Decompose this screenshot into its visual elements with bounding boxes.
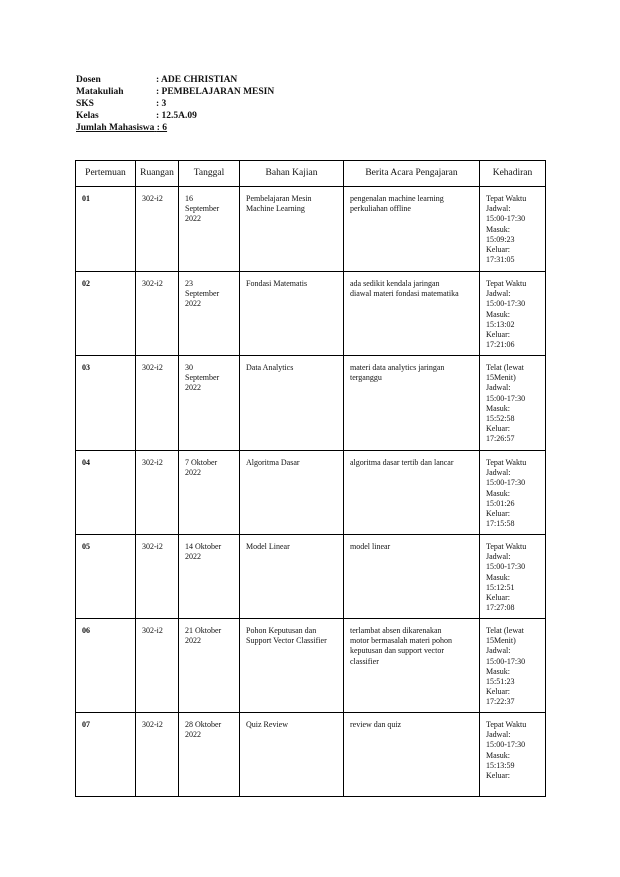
ruangan-cell: 302-i2 <box>136 187 179 272</box>
table-row <box>76 713 546 797</box>
kehadiran-line: Keluar: <box>486 687 510 697</box>
kehadiran-line: Tepat Waktu <box>486 720 527 729</box>
kehadiran-line: Tepat Waktu <box>486 458 527 467</box>
kehadiran-line: 15:52:58 <box>486 414 515 424</box>
tanggal-line: 2022 <box>185 299 201 309</box>
kehadiran-line: 17:26:57 <box>486 434 515 444</box>
kehadiran-line: 15:09:23 <box>486 234 515 244</box>
bahan-kajian-line: Quiz Review <box>246 720 288 729</box>
matakuliah-label: Matakuliah <box>76 87 124 97</box>
kehadiran-line: Jadwal: <box>486 646 511 656</box>
sks-row <box>76 98 476 110</box>
bahan-kajian-line: Fondasi Matematis <box>246 279 308 288</box>
kehadiran-line: Keluar: <box>486 330 510 340</box>
tanggal-cell <box>179 535 240 619</box>
kehadiran-line: 15:00-17:30 <box>486 478 526 488</box>
tanggal-line: 14 Oktober <box>185 542 222 551</box>
kehadiran-line: Masuk: <box>486 224 510 234</box>
attendance-table <box>75 160 546 797</box>
kehadiran-line: Jadwal: <box>486 204 511 214</box>
kehadiran-line: Masuk: <box>486 309 510 319</box>
bahan-kajian-cell <box>240 619 344 713</box>
bahan-kajian-cell <box>240 535 344 619</box>
berita-acara-line: terganggu <box>350 373 382 383</box>
tanggal-line: September <box>185 373 220 383</box>
bahan-kajian-line: Data Analytics <box>246 363 294 372</box>
col-ruangan: Ruangan <box>136 161 179 187</box>
kehadiran-line: 15:01:26 <box>486 498 515 508</box>
kehadiran-line: Masuk: <box>486 750 510 760</box>
jumlah-row <box>76 122 476 134</box>
dosen-value: : ADE CHRISTIAN <box>156 75 238 85</box>
table-row <box>76 535 546 619</box>
berita-acara-cell <box>344 451 480 535</box>
table-row <box>76 187 546 272</box>
col-berita-acara: Berita Acara Pengajaran <box>344 161 480 187</box>
kehadiran-line: Jadwal: <box>486 730 511 740</box>
kehadiran-line: 15Menit) <box>486 373 516 383</box>
tanggal-cell <box>179 187 240 272</box>
table-row <box>76 619 546 713</box>
bahan-kajian-cell <box>240 272 344 356</box>
berita-acara-line: perkuliahan offline <box>350 204 411 214</box>
ruangan-cell: 302-i2 <box>136 451 179 535</box>
tanggal-cell <box>179 272 240 356</box>
kehadiran-cell <box>480 272 546 356</box>
pertemuan-cell: 07 <box>76 713 136 797</box>
berita-acara-line: algoritma dasar tertib dan lancar <box>350 458 454 467</box>
kehadiran-line: Masuk: <box>486 488 510 498</box>
berita-acara-cell <box>344 272 480 356</box>
bahan-kajian-cell <box>240 356 344 451</box>
kelas-label: Kelas <box>76 111 99 121</box>
berita-acara-line: model linear <box>350 542 391 551</box>
kehadiran-line: 17:21:06 <box>486 340 515 350</box>
col-kehadiran: Kehadiran <box>480 161 546 187</box>
pertemuan-cell: 06 <box>76 619 136 713</box>
matakuliah-value: : PEMBELAJARAN MESIN <box>156 87 275 97</box>
kehadiran-line: 17:22:37 <box>486 697 515 707</box>
dosen-row <box>76 74 476 86</box>
bahan-kajian-line: Machine Learning <box>246 204 305 214</box>
berita-acara-line: diawal materi fondasi matematika <box>350 289 459 299</box>
kehadiran-line: 15:00-17:30 <box>486 299 526 309</box>
berita-acara-cell <box>344 535 480 619</box>
kehadiran-line: Tepat Waktu <box>486 542 527 551</box>
pertemuan-cell: 04 <box>76 451 136 535</box>
tanggal-line: 21 Oktober <box>185 626 222 635</box>
kehadiran-line: 15Menit) <box>486 636 516 646</box>
tanggal-line: 28 Oktober <box>185 720 222 729</box>
kehadiran-line: 15:00-17:30 <box>486 740 526 750</box>
kehadiran-line: Masuk: <box>486 666 510 676</box>
kehadiran-line: 17:31:05 <box>486 255 515 265</box>
kehadiran-line: 15:13:02 <box>486 319 515 329</box>
tanggal-line: 2022 <box>185 552 201 562</box>
kehadiran-line: 15:00-17:30 <box>486 214 526 224</box>
tanggal-line: 2022 <box>185 214 201 224</box>
tanggal-line: 2022 <box>185 383 201 393</box>
kelas-value: : 12.5A.09 <box>156 111 197 121</box>
kehadiran-line: Tepat Waktu <box>486 194 527 203</box>
bahan-kajian-cell <box>240 713 344 797</box>
tanggal-line: 2022 <box>185 636 201 646</box>
ruangan-cell: 302-i2 <box>136 356 179 451</box>
kehadiran-line: 15:12:51 <box>486 582 515 592</box>
kehadiran-line: Keluar: <box>486 509 510 519</box>
tanggal-line: 7 Oktober <box>185 458 218 467</box>
tanggal-line: 30 <box>185 363 193 372</box>
tanggal-line: September <box>185 289 220 299</box>
jumlah-label: Jumlah Mahasiswa <box>76 123 155 133</box>
ruangan-cell: 302-i2 <box>136 535 179 619</box>
table-row <box>76 451 546 535</box>
tanggal-line: 16 <box>185 194 193 203</box>
berita-acara-cell <box>344 356 480 451</box>
kehadiran-line: 15:00-17:30 <box>486 393 526 403</box>
table-row <box>76 356 546 451</box>
kelas-row <box>76 110 476 122</box>
kehadiran-cell <box>480 619 546 713</box>
berita-acara-line: review dan quiz <box>350 720 402 729</box>
kehadiran-cell <box>480 187 546 272</box>
kehadiran-cell <box>480 535 546 619</box>
kehadiran-line: Jadwal: <box>486 383 511 393</box>
tanggal-cell <box>179 713 240 797</box>
kehadiran-line: Keluar: <box>486 245 510 255</box>
tanggal-line: 23 <box>185 279 193 288</box>
tanggal-line: 2022 <box>185 468 201 478</box>
bahan-kajian-cell <box>240 187 344 272</box>
ruangan-cell: 302-i2 <box>136 713 179 797</box>
berita-acara-line: terlambat absen dikarenakan <box>350 626 442 635</box>
pertemuan-cell: 05 <box>76 535 136 619</box>
tanggal-cell <box>179 451 240 535</box>
table-row <box>76 272 546 356</box>
kehadiran-line: 17:15:58 <box>486 519 515 529</box>
berita-acara-cell <box>344 619 480 713</box>
table-header-row <box>76 161 546 187</box>
berita-acara-line: materi data analytics jaringan <box>350 363 445 372</box>
kehadiran-line: Keluar: <box>486 593 510 603</box>
berita-acara-line: keputusan dan support vector <box>350 646 444 656</box>
tanggal-line: 2022 <box>185 730 201 740</box>
berita-acara-line: motor bermasalah materi pohon <box>350 636 452 646</box>
bahan-kajian-line: Model Linear <box>246 542 290 551</box>
col-bahan-kajian: Bahan Kajian <box>240 161 344 187</box>
kehadiran-line: Jadwal: <box>486 468 511 478</box>
course-info <box>76 74 476 134</box>
col-tanggal: Tanggal <box>179 161 240 187</box>
berita-acara-cell <box>344 187 480 272</box>
kehadiran-line: 15:00-17:30 <box>486 656 526 666</box>
kehadiran-cell <box>480 451 546 535</box>
kehadiran-line: Jadwal: <box>486 289 511 299</box>
bahan-kajian-line: Pembelajaran Mesin <box>246 194 312 203</box>
pertemuan-cell: 02 <box>76 272 136 356</box>
tanggal-cell <box>179 356 240 451</box>
kehadiran-line: 15:00-17:30 <box>486 562 526 572</box>
matakuliah-row <box>76 86 476 98</box>
kehadiran-cell <box>480 713 546 797</box>
kehadiran-line: Telat (lewat <box>486 363 524 372</box>
berita-acara-line: pengenalan machine learning <box>350 194 444 203</box>
jumlah-value: : 6 <box>156 123 168 133</box>
kehadiran-line: Jadwal: <box>486 552 511 562</box>
kehadiran-line: 17:27:08 <box>486 603 515 613</box>
kehadiran-line: 15:51:23 <box>486 677 515 687</box>
bahan-kajian-line: Pohon Keputusan dan <box>246 626 317 635</box>
kehadiran-line: Tepat Waktu <box>486 279 527 288</box>
sks-value: : 3 <box>156 99 167 109</box>
kehadiran-line: Keluar: <box>486 771 510 781</box>
kehadiran-line: Masuk: <box>486 572 510 582</box>
dosen-label: Dosen <box>76 75 101 85</box>
berita-acara-line: ada sedikit kendala jaringan <box>350 279 440 288</box>
kehadiran-line: Telat (lewat <box>486 626 524 635</box>
tanggal-cell <box>179 619 240 713</box>
sks-label: SKS <box>76 99 94 109</box>
bahan-kajian-line: Support Vector Classifier <box>246 636 327 646</box>
kehadiran-line: Keluar: <box>486 424 510 434</box>
tanggal-line: September <box>185 204 220 214</box>
berita-acara-line: classifier <box>350 656 379 666</box>
ruangan-cell: 302-i2 <box>136 272 179 356</box>
pertemuan-cell: 01 <box>76 187 136 272</box>
bahan-kajian-line: Algoritma Dasar <box>246 458 300 467</box>
col-pertemuan: Pertemuan <box>76 161 136 187</box>
kehadiran-line: Masuk: <box>486 403 510 413</box>
kehadiran-cell <box>480 356 546 451</box>
pertemuan-cell: 03 <box>76 356 136 451</box>
kehadiran-line: 15:13:59 <box>486 760 515 770</box>
ruangan-cell: 302-i2 <box>136 619 179 713</box>
berita-acara-cell <box>344 713 480 797</box>
bahan-kajian-cell <box>240 451 344 535</box>
